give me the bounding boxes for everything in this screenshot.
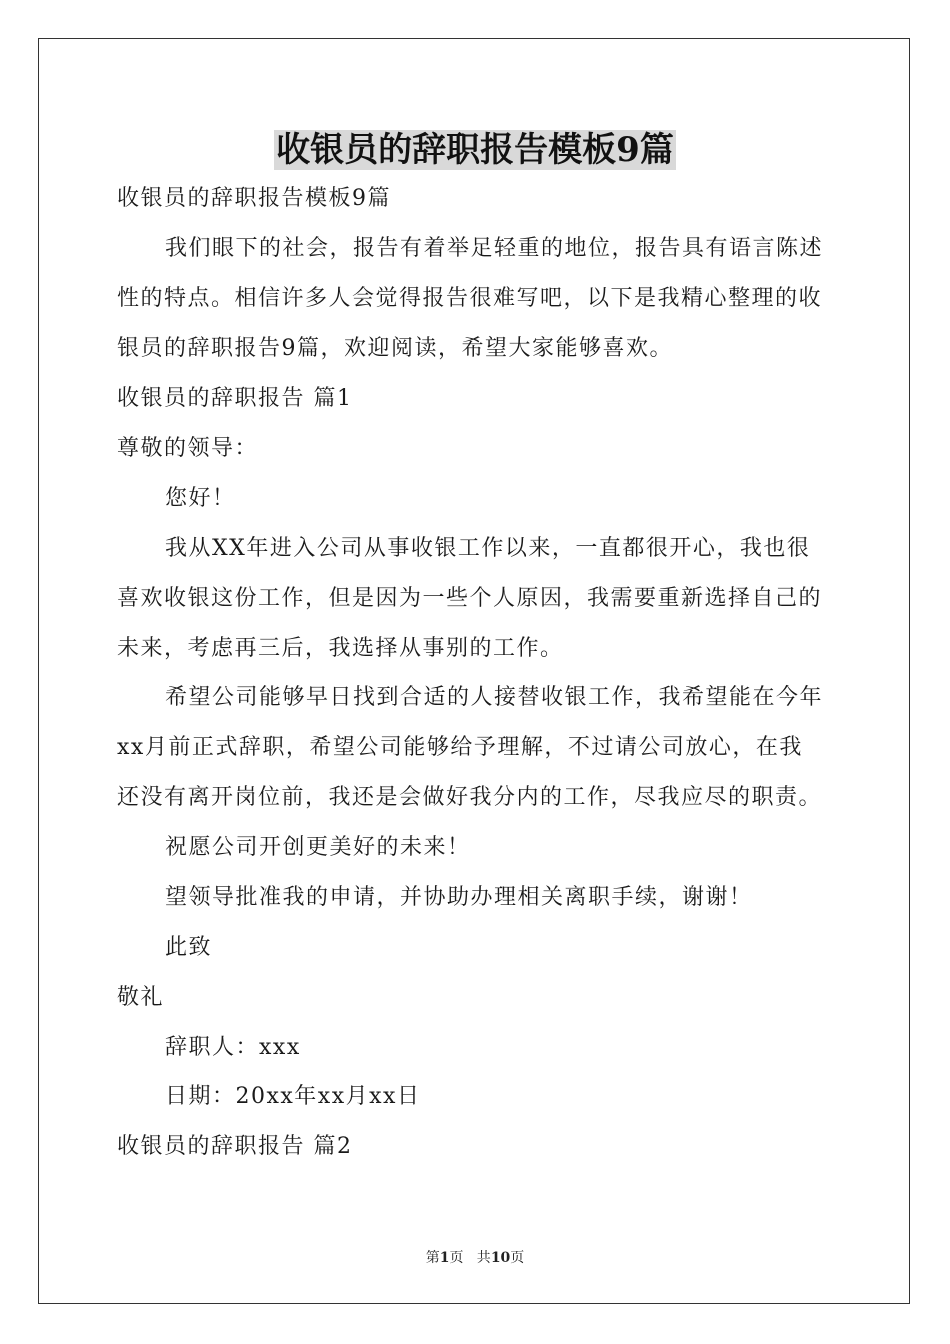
paragraph-line: 喜欢收银这份工作，但是因为一些个人原因，我需要重新选择自己的: [117, 586, 823, 611]
intro-line: 我们眼下的社会，报告有着举足轻重的地位，报告具有语言陈述: [165, 236, 824, 261]
request-line: 望领导批准我的申请，并协助办理相关离职手续，谢谢！: [165, 885, 753, 910]
closing-line: 此致: [165, 935, 213, 960]
date-line: 日期：20xx年xx月xx日: [165, 1084, 421, 1109]
greeting: 您好！: [165, 486, 236, 511]
paragraph-line: xx月前正式辞职，希望公司能够给予理解，不过请公司放心，在我: [117, 735, 803, 760]
document-title: [0, 128, 950, 172]
intro-line: 银员的辞职报告9篇，欢迎阅读，希望大家能够喜欢。: [117, 336, 673, 361]
intro-line: 性的特点。相信许多人会觉得报告很难写吧，以下是我精心整理的收: [117, 286, 823, 311]
page-border: [38, 38, 910, 1304]
page-footer: [0, 1247, 950, 1267]
paragraph-line: 希望公司能够早日找到合适的人接替收银工作，我希望能在今年: [165, 685, 824, 710]
footer-current-page: 1: [439, 1250, 450, 1266]
footer-total-pages: 10: [490, 1250, 511, 1266]
footer-mid: 页 共: [449, 1250, 491, 1266]
document-subtitle: 收银员的辞职报告模板9篇: [117, 186, 391, 211]
paragraph-line: 我从XX年进入公司从事收银工作以来，一直都很开心，我也很: [165, 536, 811, 561]
paragraph-line: 还没有离开岗位前，我还是会做好我分内的工作，尽我应尽的职责。: [117, 785, 823, 810]
document-title-text: 收银员的辞职报告模板9篇: [276, 130, 674, 170]
signer-line: 辞职人：xxx: [165, 1035, 301, 1060]
section-heading: 收银员的辞职报告 篇2: [117, 1134, 353, 1159]
wish-line: 祝愿公司开创更美好的未来！: [165, 835, 471, 860]
closing-line: 敬礼: [117, 985, 165, 1010]
paragraph-line: 未来，考虑再三后，我选择从事别的工作。: [117, 636, 564, 661]
salutation: 尊敬的领导：: [117, 436, 259, 461]
section-heading: 收银员的辞职报告 篇1: [117, 386, 353, 411]
footer-suffix: 页: [510, 1250, 525, 1266]
footer-prefix: 第: [425, 1250, 440, 1266]
